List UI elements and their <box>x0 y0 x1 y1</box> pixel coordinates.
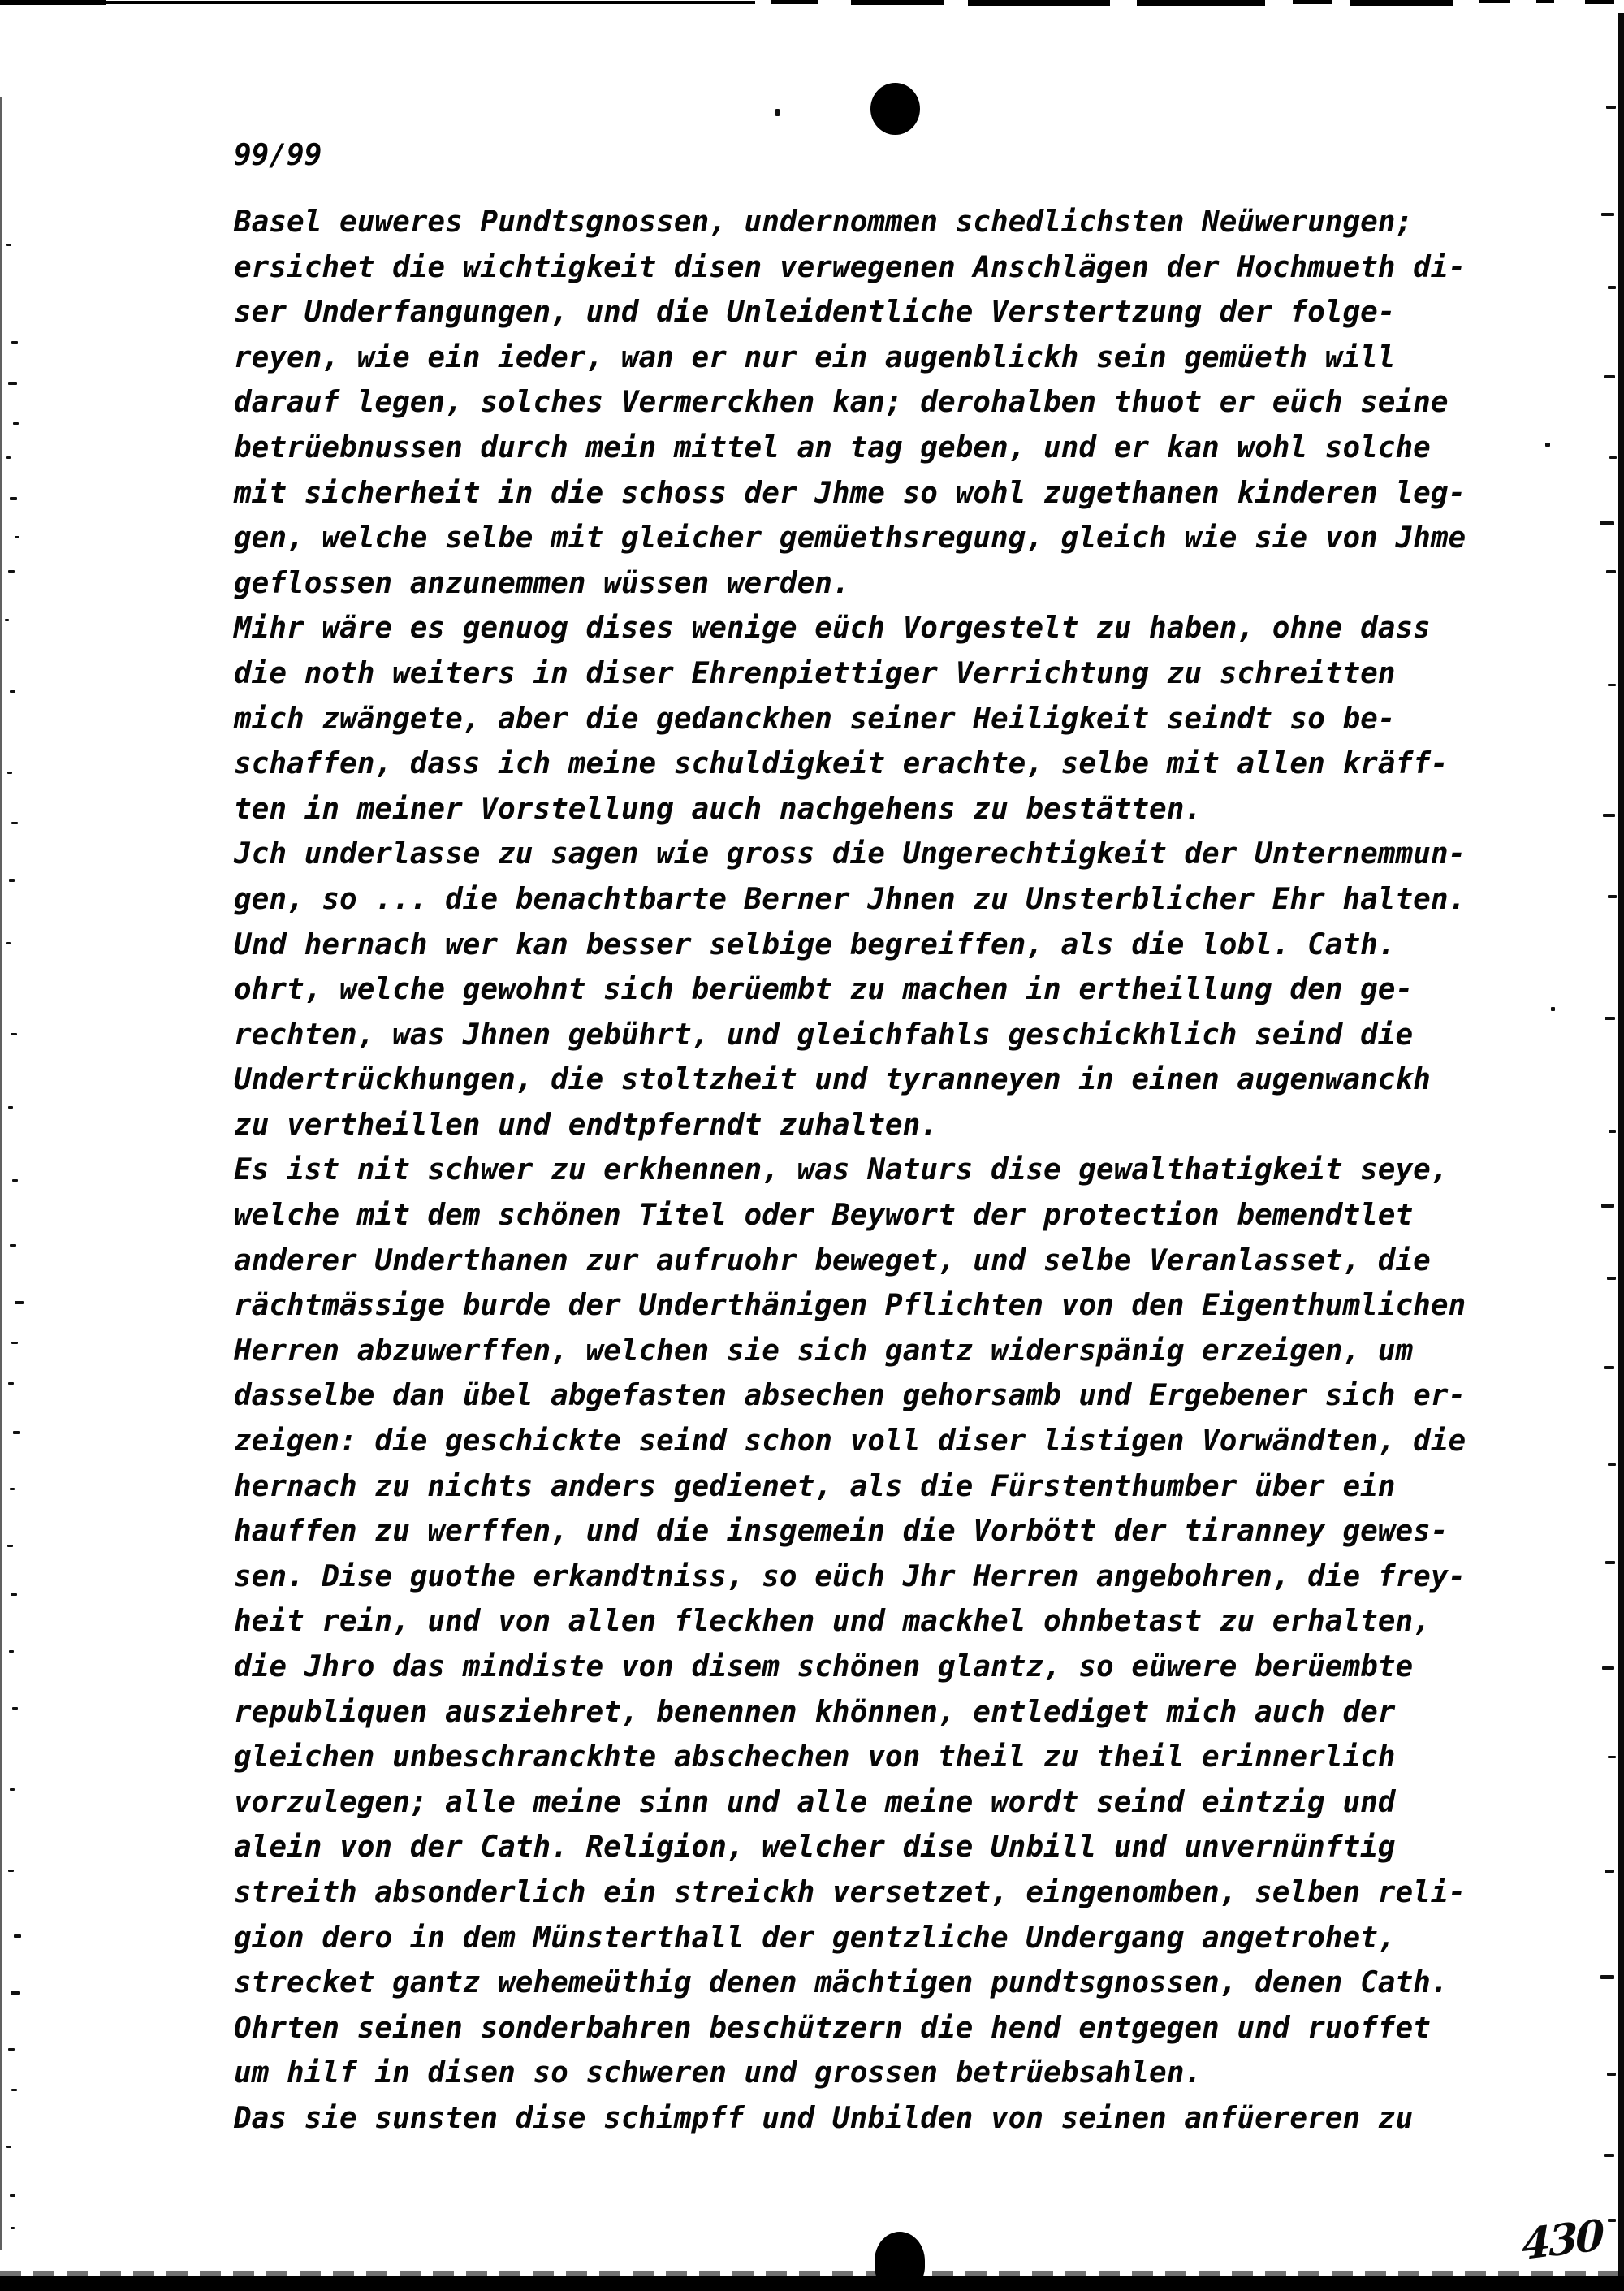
text-line: hauffen zu werffen, und die insgemein die Vorbött der tiranney gewes- <box>234 1515 1449 1549</box>
scan-noise-speck <box>8 1870 14 1872</box>
text-line: mit sicherheit in die schoss der Jhme so wohl zugethanen kinderen leg- <box>234 476 1466 510</box>
scan-noise-speck <box>1608 286 1616 289</box>
scan-edge-right <box>1618 13 1624 2279</box>
text-line: zu vertheillen und endtpferndt zuhalten. <box>234 1108 938 1142</box>
scan-edge-bottom <box>0 2276 1624 2291</box>
scan-noise-speck <box>8 1382 14 1385</box>
text-line: gion dero in dem Münsterthall der gentzliche Undergang angetrohet, <box>234 1921 1396 1955</box>
scan-noise-speck <box>10 1244 16 1247</box>
scan-noise-speck <box>14 1934 21 1938</box>
scan-edge-segment <box>1293 0 1332 4</box>
scan-noise-speck <box>1608 2219 1616 2222</box>
text-line: streith absonderlich ein streickh versetzet, eingenomben, selben reli- <box>234 1875 1466 1909</box>
text-line: rächtmässige burde der Underthänigen Pflichten von den Eigenthumlichen <box>234 1289 1466 1323</box>
scan-edge-segment <box>0 0 106 5</box>
scan-noise-speck <box>7 1545 13 1547</box>
scan-noise-speck <box>15 1301 24 1304</box>
scan-edge-segment <box>1585 0 1614 4</box>
text-line: betrüebnussen durch mein mittel an tag geben, und er kan wohl solche <box>234 430 1431 465</box>
scan-noise-speck <box>1551 1007 1555 1011</box>
scan-noise-speck <box>13 1431 20 1434</box>
scan-noise-speck <box>1606 106 1616 109</box>
text-line: Ohrten seinen sonderbahren beschützern die hend entgegen und ruoffet <box>234 2011 1431 2045</box>
text-line: Und hernach wer kan besser selbige begreiffen, als die lobl. Cath. <box>234 927 1396 962</box>
scan-noise-speck <box>1606 570 1616 573</box>
scan-edge-segment <box>1350 0 1453 6</box>
scan-noise-speck <box>8 570 15 573</box>
text-line: gen, so ... die benachtbarte Berner Jhnen zu Unsterblicher Ehr halten. <box>234 882 1466 916</box>
scan-noise-speck <box>11 1342 18 1344</box>
text-line: schaffen, dass ich meine schuldigkeit erachte, selbe mit allen kräff- <box>234 747 1449 781</box>
scan-noise-speck <box>1608 1756 1616 1758</box>
scan-noise-speck <box>1603 814 1615 817</box>
scan-noise-speck <box>8 2048 15 2051</box>
scan-noise-speck <box>1609 456 1617 459</box>
scan-noise-speck <box>11 1593 17 1596</box>
scan-noise-speck <box>11 341 18 344</box>
scan-noise-speck <box>10 497 17 500</box>
scan-noise-speck <box>1605 1870 1614 1873</box>
scan-noise-speck <box>13 422 19 425</box>
scan-edge-left <box>0 97 2 2250</box>
text-line: Basel euweres Pundtsgnossen, undernommen schedlichsten Neüwerungen; <box>234 205 1414 239</box>
scan-noise-speck <box>12 1707 18 1710</box>
text-line: strecket gantz wehemeüthig denen mächtigen pundtsgnossen, denen Cath. <box>234 1966 1449 2000</box>
scan-edge-segment <box>771 0 818 4</box>
text-line: darauf legen, solches Vermerckhen kan; derohalben thuot er eüch seine <box>234 386 1449 420</box>
text-line: sen. Dise guothe erkandtniss, so eüch Jhr Herren angebohren, die frey- <box>234 1559 1466 1593</box>
scan-noise-speck <box>1608 684 1616 686</box>
scan-edge-segment <box>106 1 755 4</box>
text-line: Es ist nit schwer zu erkhennen, was Naturs dise gewalthatigkeit seye, <box>234 1153 1449 1187</box>
scan-noise-speck <box>6 456 11 459</box>
text-line: anderer Underthanen zur aufruohr beweget, und selbe Veranlasset, die <box>234 1243 1431 1277</box>
scan-noise-speck <box>5 619 9 621</box>
scan-noise-speck <box>1604 2154 1614 2157</box>
scan-edge-segment <box>851 0 944 5</box>
scan-edge-segment <box>1479 0 1510 3</box>
scan-noise-speck <box>1604 1366 1614 1369</box>
scan-noise-speck <box>9 1650 14 1653</box>
text-line: mich zwängete, aber die gedanckhen seiner Heiligkeit seindt so be- <box>234 702 1396 736</box>
scan-edge-segment <box>1536 0 1554 3</box>
scan-noise-speck <box>12 1179 18 1182</box>
text-line: die noth weiters in diser Ehrenpiettiger Verrichtung zu schreitten <box>234 656 1396 690</box>
text-line: zeigen: die geschickte seind schon voll diser listigen Vorwändten, die <box>234 1424 1466 1459</box>
scan-noise-speck <box>10 690 15 693</box>
scan-noise-speck <box>6 244 11 246</box>
scan-noise-speck <box>1602 1666 1614 1670</box>
text-line: ersichet die wichtigkeit disen verwegenen Anschlägen der Hochmueth di- <box>234 250 1466 284</box>
scan-noise-speck <box>11 2089 17 2091</box>
text-line: geflossen anzunemmen wüssen werden. <box>234 566 850 600</box>
text-line: Undertrückhungen, die stoltzheit und tyranneyen in einen augenwanckh <box>234 1063 1431 1097</box>
scan-noise-speck <box>11 2227 15 2229</box>
text-line: ser Underfangungen, und die Unleidentliche Verstertzung der folge- <box>234 296 1396 330</box>
scan-noise-speck <box>1601 213 1614 216</box>
scan-noise-speck <box>8 382 17 385</box>
scan-edge-segment <box>968 0 1110 6</box>
scan-noise-speck <box>1605 1017 1615 1020</box>
scan-noise-speck <box>775 109 780 116</box>
text-line: Das sie sunsten dise schimpff und Unbilden von seinen anfüereren zu <box>234 2101 1414 2135</box>
text-line: die Jhro das mindiste von disem schönen glantz, so eüwere berüembte <box>234 1650 1414 1684</box>
text-line: rechten, was Jhnen gebührt, und gleichfahls geschickhlich seind die <box>234 1018 1414 1052</box>
text-line: ten in meiner Vorstellung auch nachgehens zu bestätten. <box>234 792 1203 826</box>
text-line: hernach zu nichts anders gedienet, als die Fürstenthumber über ein <box>234 1469 1396 1503</box>
scan-noise-speck <box>7 772 12 774</box>
scan-noise-speck <box>1608 1463 1616 1466</box>
scan-noise-speck <box>11 822 18 824</box>
scan-noise-speck <box>1601 1204 1614 1208</box>
text-line: Mihr wäre es genuog dises wenige eüch Vorgestelt zu haben, ohne dass <box>234 612 1431 646</box>
text-line: Jch underlasse zu sagen wie gross die Ungerechtigkeit der Unternemmun- <box>234 837 1466 871</box>
scan-noise-speck <box>1600 1975 1614 1979</box>
text-line: republiquen ausziehret, benennen khönnen, entlediget mich auch der <box>234 1695 1396 1729</box>
text-line: um hilf in disen so schweren und grossen betrüebsahlen. <box>234 2056 1203 2090</box>
scan-noise-speck <box>8 1106 13 1109</box>
scan-noise-speck <box>1605 1561 1615 1564</box>
scan-noise-speck <box>1609 1130 1616 1133</box>
scan-noise-speck <box>10 1488 15 1490</box>
text-line: reyen, wie ein ieder, wan er nur ein augenblickh sein gemüeth will <box>234 340 1396 374</box>
text-line: ohrt, welche gewohnt sich berüembt zu machen in ertheillung den ge- <box>234 973 1414 1007</box>
scan-edge-segment <box>1137 0 1265 6</box>
scan-noise-speck <box>10 1788 15 1791</box>
scan-noise-speck <box>10 2194 15 2197</box>
handwritten-folio-number: 430 <box>1521 2210 1603 2271</box>
scan-noise-speck <box>1607 1277 1616 1280</box>
scan-noise-speck <box>6 2146 11 2148</box>
scan-noise-speck <box>9 879 15 882</box>
document-text <box>234 200 1549 2142</box>
scan-noise-speck <box>6 942 11 944</box>
scan-noise-speck <box>1607 2073 1616 2076</box>
scan-noise-speck <box>1600 521 1614 525</box>
scan-noise-speck <box>1608 895 1617 898</box>
text-line: vorzulegen; alle meine sinn und alle meine wordt seind eintzig und <box>234 1785 1396 1819</box>
text-line: alein von der Cath. Religion, welcher dise Unbill und unvernünftig <box>234 1831 1396 1865</box>
scan-noise-speck <box>15 536 19 538</box>
page-header-number: 99/99 <box>234 139 322 172</box>
text-line: welche mit dem schönen Titel oder Beywort der protection bemendtlet <box>234 1199 1414 1233</box>
text-line: gen, welche selbe mit gleicher gemüethsregung, gleich wie sie von Jhme <box>234 521 1466 555</box>
text-line: gleichen unbeschranckhte abschechen von theil zu theil erinnerlich <box>234 1740 1396 1774</box>
text-line: dasselbe dan übel abgefasten absechen gehorsamb und Ergebener sich er- <box>234 1379 1466 1413</box>
hole-punch-mark-top <box>870 83 920 135</box>
text-line: Herren abzuwerffen, welchen sie sich gantz widerspänig erzeigen, um <box>234 1334 1414 1368</box>
scan-noise-speck <box>11 1033 17 1035</box>
scan-noise-speck <box>11 1991 20 1995</box>
text-line: heit rein, und von allen fleckhen und mackhel ohnbetast zu erhalten, <box>234 1605 1431 1639</box>
scan-noise-speck <box>1604 375 1615 378</box>
